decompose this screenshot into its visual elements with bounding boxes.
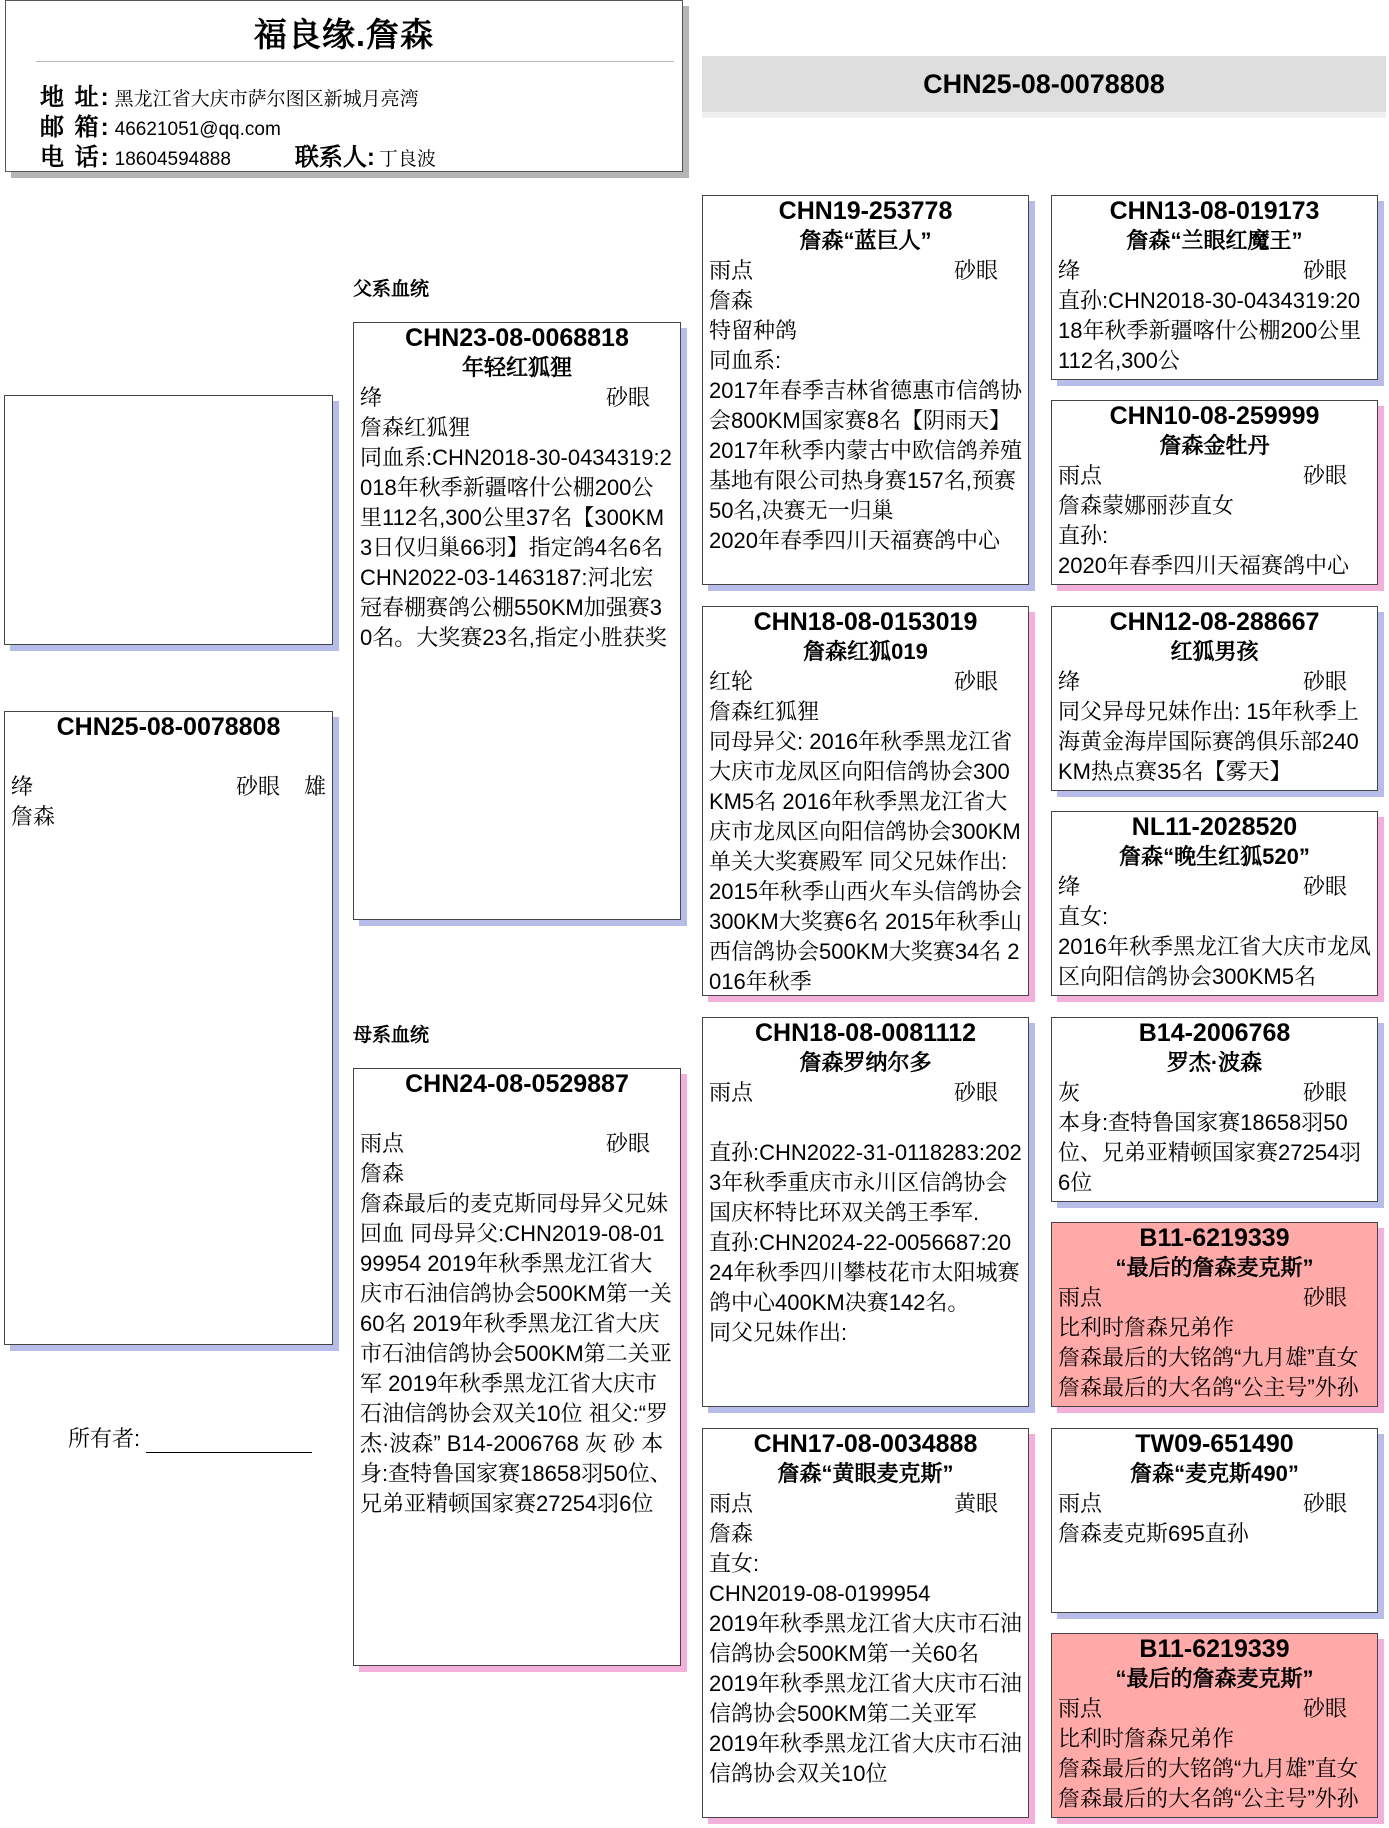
sire-line: 詹森红狐狸 bbox=[360, 415, 471, 440]
sire-sire-eye: 砂眼 bbox=[953, 258, 998, 283]
ddd-color: 雨点 bbox=[1058, 1696, 1103, 1721]
ddd-line: 比利时詹森兄弟作 bbox=[1058, 1726, 1235, 1751]
dss-name: 罗杰·波森 bbox=[1166, 1050, 1263, 1075]
sire-dam-line: 同母异父: 2016年秋季黑龙江省大庆市龙凤区向阳信鸽协会300KM5名 2016年秋季黑龙江省大庆市龙凤区向阳信鸽协会300KM单关大奖赛殿军 同父兄妹作出: 2015年秋季山西火车头信鸽协会300KM大奖赛6名 2015年秋季山西信鸽协会500KM大奖赛34名 2016年秋季 bbox=[709, 729, 1022, 994]
address-label: 地 址: bbox=[40, 84, 111, 111]
sire-dam-card bbox=[702, 606, 1029, 996]
dam-sire-eye: 砂眼 bbox=[953, 1080, 998, 1105]
sire-dam-eye: 砂眼 bbox=[953, 669, 998, 694]
dds-eye: 砂眼 bbox=[1302, 1491, 1347, 1516]
dsd-ring: B11-6219339 bbox=[1139, 1224, 1290, 1252]
dds-card bbox=[1051, 1428, 1378, 1613]
sire-line: CHN2022-03-1463187:河北宏冠春棚赛鸽公棚550KM加强赛30名。大奖赛23名,指定小胜获奖 bbox=[360, 565, 667, 650]
ssd-line: 2020年春季四川天福赛鸽中心 bbox=[1058, 553, 1349, 578]
loft-title: 福良缘.詹森 bbox=[253, 16, 435, 53]
sire-sire-name: 詹森“蓝巨人” bbox=[799, 228, 932, 253]
sire-sire-line: 同血系: bbox=[709, 348, 782, 373]
dss-eye: 砂眼 bbox=[1302, 1080, 1347, 1105]
subject-ring: CHN25-08-0078808 bbox=[56, 713, 281, 741]
email-value: 46621051@qq.com bbox=[114, 119, 281, 140]
sire-card bbox=[353, 322, 681, 920]
dsd-line: 詹森最后的大名鸽“公主号”外孙 bbox=[1058, 1375, 1359, 1400]
dsd-eye: 砂眼 bbox=[1302, 1285, 1347, 1310]
dsd-card bbox=[1051, 1222, 1378, 1407]
sire-sire-line: 2020年春季四川天福赛鸽中心 bbox=[709, 528, 1000, 553]
dam-sire-name: 詹森罗纳尔多 bbox=[799, 1050, 932, 1075]
dam-dam-name: 詹森“黄眼麦克斯” bbox=[777, 1461, 954, 1486]
sire-color: 绛 bbox=[360, 385, 383, 410]
dam-dam-line: 直女: bbox=[709, 1551, 760, 1576]
sire-sire-card bbox=[702, 195, 1029, 585]
dss-color: 灰 bbox=[1058, 1080, 1081, 1105]
dsd-name: “最后的詹森麦克斯” bbox=[1115, 1255, 1314, 1280]
sss-eye: 砂眼 bbox=[1302, 258, 1347, 283]
dam-dam-card bbox=[702, 1428, 1029, 1818]
ssd-name: 詹森金牡丹 bbox=[1159, 433, 1270, 458]
sds-eye: 砂眼 bbox=[1302, 669, 1347, 694]
phone-label: 电 话: bbox=[40, 144, 111, 171]
ssd-ring: CHN10-08-259999 bbox=[1109, 402, 1320, 430]
ssd-eye: 砂眼 bbox=[1302, 463, 1347, 488]
dam-dam-color: 雨点 bbox=[709, 1491, 754, 1516]
subject-ring-banner: CHN25-08-0078808 bbox=[702, 56, 1386, 112]
dam-sire-color: 雨点 bbox=[709, 1080, 754, 1105]
sire-name: 年轻红狐狸 bbox=[461, 355, 572, 380]
dam-sire-ring: CHN18-08-0081112 bbox=[755, 1019, 976, 1047]
sss-ring: CHN13-08-019173 bbox=[1109, 197, 1320, 225]
sire-dam-line: 詹森红狐狸 bbox=[709, 699, 820, 724]
sire-line: 同血系:CHN2018-30-0434319:2018年秋季新疆喀什公棚200公里112名,300公里37名【300KM3日仅归巢66羽】指定鸽4名6名 bbox=[360, 445, 672, 560]
loft-divider bbox=[36, 61, 674, 62]
dss-ring: B14-2006768 bbox=[1138, 1019, 1291, 1047]
sdd-card bbox=[1051, 811, 1378, 996]
dds-line: 詹森麦克斯695直孙 bbox=[1058, 1521, 1249, 1546]
dam-sire-line: 同父兄妹作出: bbox=[709, 1320, 848, 1345]
sss-line: 直孙:CHN2018-30-0434319:2018年秋季新疆喀什公棚200公里112名,300公 bbox=[1058, 288, 1362, 373]
subject-color: 绛 bbox=[11, 774, 34, 799]
pigeon-photo-placeholder bbox=[4, 395, 333, 645]
dam-eye: 砂眼 bbox=[605, 1131, 650, 1156]
dam-sire-line bbox=[709, 1108, 1022, 1138]
contact-label: 联系人: bbox=[294, 144, 375, 171]
dss-line: 本身:查特鲁国家赛18658羽50位、兄弟亚精顿国家赛27254羽6位 bbox=[1058, 1110, 1362, 1195]
ddd-ring: B11-6219339 bbox=[1139, 1635, 1290, 1663]
dsd-line: 詹森最后的大铭鸽“九月雄”直女 bbox=[1058, 1345, 1359, 1370]
phone-row bbox=[40, 137, 436, 172]
ddd-eye: 砂眼 bbox=[1302, 1696, 1347, 1721]
ddd-name: “最后的詹森麦克斯” bbox=[1115, 1666, 1314, 1691]
sds-name: 红狐男孩 bbox=[1170, 639, 1259, 664]
sds-line: 同父异母兄妹作出: 15年秋季上海黄金海岸国际赛鸽俱乐部240KM热点赛35名【雾天】 bbox=[1058, 699, 1359, 784]
sire-sire-line: 特留种鸽 bbox=[709, 318, 798, 343]
dss-card bbox=[1051, 1017, 1378, 1202]
dds-name: 詹森“麦克斯490” bbox=[1130, 1461, 1299, 1486]
dsd-color: 雨点 bbox=[1058, 1285, 1103, 1310]
dam-dam-line: 2019年秋季黑龙江省大庆市石油信鸽协会500KM第二关亚军 bbox=[709, 1671, 1022, 1726]
dam-dam-line: 2019年秋季黑龙江省大庆市石油信鸽协会500KM第一关60名 bbox=[709, 1611, 1022, 1666]
sds-color: 绛 bbox=[1058, 669, 1081, 694]
dam-dam-ring: CHN17-08-0034888 bbox=[753, 1430, 978, 1458]
owner-label: 所有者: bbox=[68, 1426, 141, 1451]
dam-line: 詹森 bbox=[360, 1161, 405, 1186]
sire-sire-color: 雨点 bbox=[709, 258, 754, 283]
sire-dam-ring: CHN18-08-0153019 bbox=[753, 608, 978, 636]
subject-eye: 砂眼 bbox=[235, 774, 280, 799]
sdd-color: 绛 bbox=[1058, 874, 1081, 899]
sss-color: 绛 bbox=[1058, 258, 1081, 283]
email-label: 邮 箱: bbox=[40, 114, 111, 141]
ssd-line: 詹森蒙娜丽莎直女 bbox=[1058, 493, 1235, 518]
subject-card bbox=[4, 711, 333, 1345]
sdd-name: 詹森“晚生红狐520” bbox=[1119, 844, 1310, 869]
sdd-line: 2016年秋季黑龙江省大庆市龙凤区向阳信鸽协会300KM5名 bbox=[1058, 934, 1371, 989]
sds-ring: CHN12-08-288667 bbox=[1109, 608, 1320, 636]
sire-sire-line: 詹森 bbox=[709, 288, 754, 313]
sire-dam-name: 詹森红狐019 bbox=[803, 639, 928, 664]
ddd-card bbox=[1051, 1633, 1378, 1818]
dam-name bbox=[354, 1099, 680, 1129]
dam-sire-card bbox=[702, 1017, 1029, 1407]
subject-strain: 詹森 bbox=[11, 804, 56, 829]
loft-info-box bbox=[5, 0, 683, 172]
sire-ring: CHN23-08-0068818 bbox=[405, 324, 629, 352]
ssd-card bbox=[1051, 400, 1378, 585]
dam-sire-line: 直孙:CHN2022-31-0118283:2023年秋季重庆市永川区信鸽协会国庆杯特比环双关鸽王季军. bbox=[709, 1140, 1022, 1225]
dam-dam-line: CHN2019-08-0199954 bbox=[709, 1581, 931, 1606]
dam-color: 雨点 bbox=[360, 1131, 405, 1156]
phone-value: 18604594888 bbox=[114, 149, 231, 170]
sire-sire-line: 2017年春季吉林省德惠市信鸽协会800KM国家赛8名【阴雨天】 bbox=[709, 378, 1022, 433]
address-value: 黑龙江省大庆市萨尔图区新城月亮湾 bbox=[114, 89, 419, 110]
sire-section-label: 父系血统 bbox=[353, 279, 430, 300]
ddd-line: 詹森最后的大铭鸽“九月雄”直女 bbox=[1058, 1756, 1359, 1781]
ssd-line: 直孙: bbox=[1058, 523, 1109, 548]
sdd-eye: 砂眼 bbox=[1302, 874, 1347, 899]
sdd-line: 直女: bbox=[1058, 904, 1109, 929]
sire-eye: 砂眼 bbox=[605, 385, 650, 410]
owner-signature-line bbox=[146, 1430, 312, 1453]
ssd-color: 雨点 bbox=[1058, 463, 1103, 488]
dds-ring: TW09-651490 bbox=[1135, 1430, 1294, 1458]
dam-dam-eye: 黄眼 bbox=[953, 1491, 998, 1516]
sdd-ring: NL11-2028520 bbox=[1131, 813, 1298, 841]
dam-dam-line: 詹森 bbox=[709, 1521, 754, 1546]
subject-attrs bbox=[5, 772, 332, 802]
sds-card bbox=[1051, 606, 1378, 791]
sss-card bbox=[1051, 195, 1378, 380]
dam-ring: CHN24-08-0529887 bbox=[405, 1070, 629, 1098]
dam-dam-line: 2019年秋季黑龙江省大庆市石油信鸽协会双关10位 bbox=[709, 1731, 1022, 1786]
sire-sire-ring: CHN19-253778 bbox=[778, 197, 953, 225]
subject-sex: 雄 bbox=[303, 774, 326, 799]
dam-card bbox=[353, 1068, 681, 1666]
dam-sire-line: 直孙:CHN2024-22-0056687:2024年秋季四川攀枝花市太阳城赛鸽中心400KM决赛142名。 bbox=[709, 1230, 1020, 1315]
dam-line: 詹森最后的麦克斯同母异父兄妹回血 同母异父:CHN2019-08-0199954 2019年秋季黑龙江省大庆市石油信鸽协会500KM第一关60名 2019年秋季黑龙江省大庆市石油信鸽协会500KM第二关亚军 2019年秋季黑龙江省大庆市石油信鸽协会双关10位 祖父:“罗杰·波森” B14-2006768 灰 砂 本身:查特鲁国家赛18658羽50位、兄弟亚精顿国家赛27254羽6位 bbox=[360, 1191, 672, 1516]
sss-name: 詹森“兰眼红魔王” bbox=[1126, 228, 1303, 253]
dds-color: 雨点 bbox=[1058, 1491, 1103, 1516]
dsd-line: 比利时詹森兄弟作 bbox=[1058, 1315, 1235, 1340]
sire-sire-line: 2017年秋季内蒙古中欧信鸽养殖基地有限公司热身赛157名,预赛50名,决赛无一归巢 bbox=[709, 438, 1022, 523]
ddd-line: 詹森最后的大名鸽“公主号”外孙 bbox=[1058, 1786, 1359, 1811]
dam-section-label: 母系血统 bbox=[353, 1025, 430, 1046]
contact-value: 丁良波 bbox=[378, 149, 436, 170]
sire-dam-color: 红轮 bbox=[709, 669, 754, 694]
owner-field bbox=[68, 1422, 312, 1453]
